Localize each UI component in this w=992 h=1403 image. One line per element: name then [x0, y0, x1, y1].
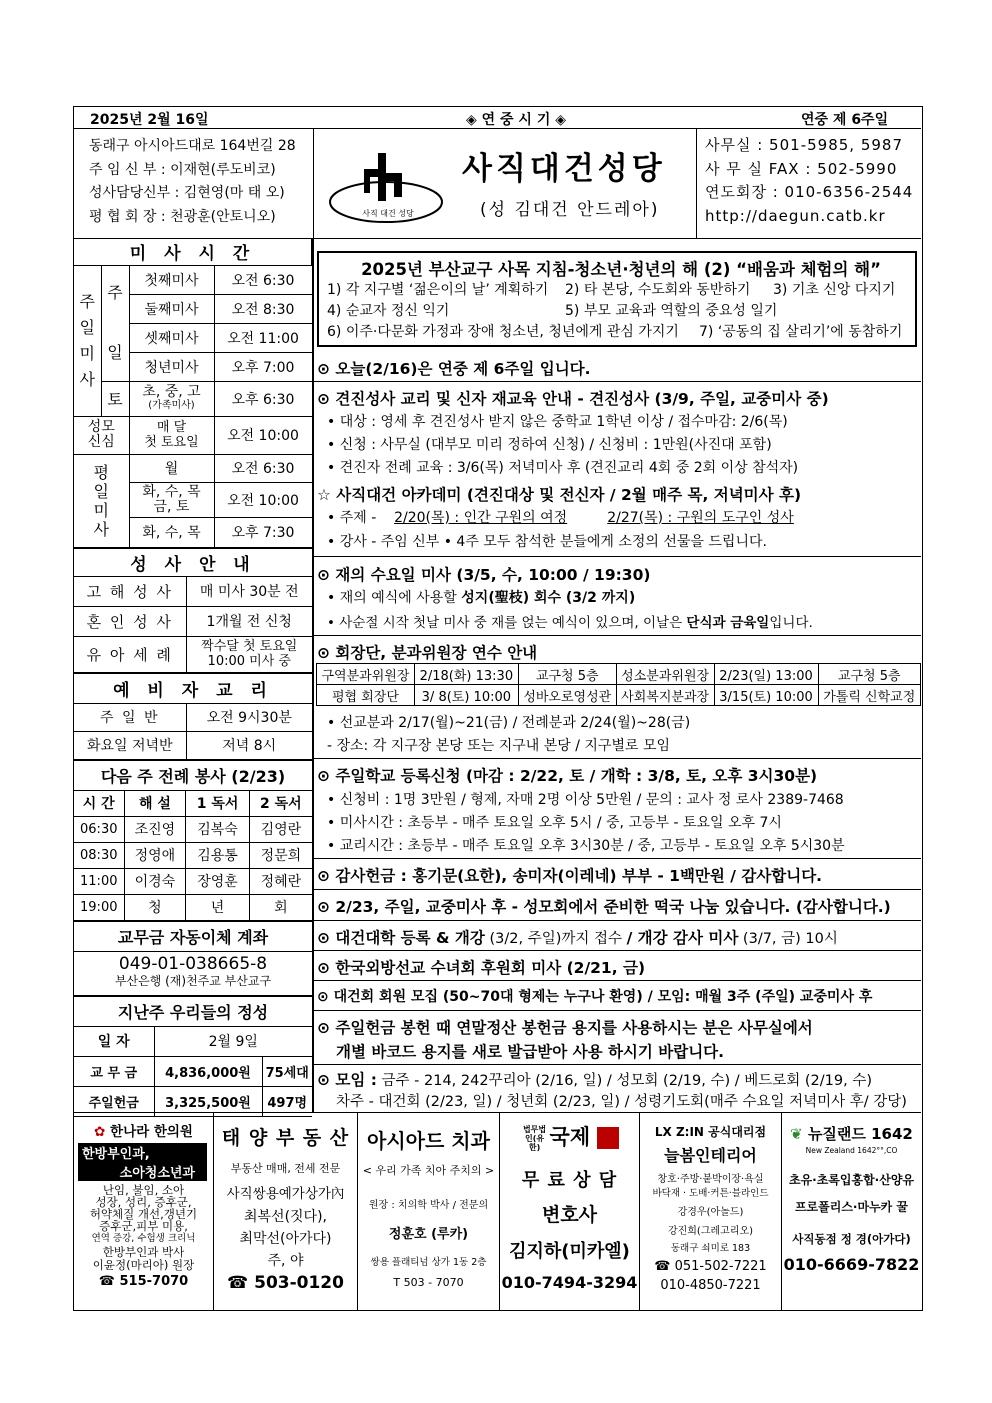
pastoral-guideline-box: [317, 251, 917, 347]
notice-meetings-detail: 금주 - 214, 242꾸리아 (2/16, 일) / 성모회 (2/19, 수) / 베드로회 (2/19, 수): [376, 1073, 872, 1089]
ad-name: 한나라 한의원: [110, 1124, 193, 1140]
ad-phone: ☎ 051-502-7221: [654, 1259, 767, 1274]
sat-mass-name: 초, 중, 고: [142, 383, 201, 400]
mass-name: 셋째미사: [129, 323, 214, 352]
table-cell: 김복숙: [186, 816, 249, 842]
table-cell: 3/ 8(토) 10:00: [414, 685, 518, 706]
ad-asiad-dental: [358, 1113, 500, 1311]
notice-detail: • 대상 : 영세 후 견진성사 받지 않은 중학교 1학년 이상 / 접수마감: 2/6(목): [327, 414, 788, 430]
ad-line: 강경우(아놀드): [677, 1207, 744, 1218]
ad-line: 창호·주방·붙박이장·욕실: [657, 1174, 764, 1185]
table-cell: 성소분과위원장: [616, 664, 714, 685]
mass-time: 오전 8:30: [214, 294, 312, 323]
mass-time: 오전 6:30: [214, 265, 312, 294]
notice-barcode: 개별 바코드 용지를 새로 발급받아 사용 하시기 바랍니다.: [336, 1043, 725, 1061]
header-bar: [74, 107, 921, 129]
office-phone: 사무실 : 501-5985, 5987: [705, 136, 903, 154]
guideline-item: 5) 부모 교육과 역할의 중요성 일기: [565, 303, 778, 319]
notice-sunday-school: ⊙ 주일학교 등록신청 (마감 : 2/22, 토 / 개학 : 3/8, 토, 오후 3시30분): [317, 767, 818, 785]
ad-line: New Zealand 1642°°,CO: [805, 1146, 898, 1155]
academy-topic: 2/27(목) : 구원의 도구인 성사: [607, 510, 794, 526]
guideline-item: 7) ‘공동의 집 살리기’에 동참하기: [699, 324, 903, 340]
class-time: 오전 9시30분: [186, 703, 312, 731]
ad-phone: ☎ 515-7070: [98, 1274, 189, 1289]
masthead: [74, 129, 921, 239]
ad-line: 사직쌍용예가상가內: [226, 1186, 345, 1202]
table-cell: 가톨릭 신학교정: [818, 685, 920, 706]
assistant-priest: 성사담당신부 : 김현영(마 태 오): [89, 185, 285, 201]
notice-confirmation: ⊙ 견진성사 교리 및 신자 재교육 안내 - 견진성사 (3/9, 주일, 교중미사 중): [317, 390, 829, 408]
issue-date: 2025년 2월 16일: [90, 112, 209, 128]
table-cell: 김용통: [186, 842, 249, 868]
address: 동래구 아시아드대로 164번길 28: [89, 138, 296, 154]
class-time: 저녁 8시: [186, 731, 312, 759]
notice-mission-mass: ⊙ 한국외방선교 수녀회 후원회 미사 (2/21, 금): [317, 959, 646, 977]
mass-title: 미 사 시 간: [74, 239, 312, 265]
ad-line: 한방부인과 박사: [102, 1245, 185, 1259]
ad-line: 초유·초록입홍합·산양유: [788, 1173, 915, 1187]
notice-detail: • 선교분과 2/17(월)~21(금) / 전례분과 2/24(월)~28(금): [327, 715, 691, 731]
ad-phone: ☎ 503-0120: [227, 1273, 344, 1293]
sat-mass-time: 오후 6:30: [214, 381, 312, 416]
offering-date: 2월 9일: [154, 1026, 312, 1056]
table-cell: 2/23(일) 13:00: [714, 664, 818, 685]
sungmo-label: 성모 신심: [74, 416, 129, 454]
ad-line: 허약체질 개선,갱년기: [89, 1207, 198, 1221]
mass-schedule-table: [74, 239, 312, 548]
mass-time: 오전 11:00: [214, 323, 312, 352]
academy-topic: 2/20(목) : 인간 구원의 여정: [394, 510, 568, 526]
notice-rice-cake: ⊙ 2/23, 주일, 교중미사 후 - 성모회에서 준비한 떡국 나눔 있습니다. (감사합니다.): [317, 898, 891, 916]
col-header: 1 독서: [186, 790, 249, 816]
guideline-title: 2025년 부산교구 사목 지침-청소년·청년의 해 (2) “배움과 체험의 해”: [361, 260, 881, 279]
notice-detail: • 신청비 : 1명 3만원 / 형제, 자매 2명 이상 5만원 / 문의 : 교사 정 로사 2389-7468: [327, 792, 844, 808]
ad-line: 한방부인과,: [78, 1143, 207, 1162]
table-cell: 이경숙: [124, 868, 186, 894]
ad-line: 이윤정(마리아) 원장: [92, 1258, 195, 1272]
announcements: [314, 239, 921, 1112]
patron-saint: (성 김대건 안드레아): [480, 200, 660, 220]
mass-name: 첫째미사: [129, 265, 214, 294]
ad-line: 원장 : 치의학 박사 / 전문의: [368, 1200, 489, 1211]
ad-line: 최막선(아가다): [239, 1231, 332, 1247]
notice-college: / 개강 감사 미사: [626, 929, 739, 947]
notice-detail: • 강사 - 주임 신부 • 4주 모두 참석한 분들에게 소정의 선물을 드립니다.: [327, 534, 767, 550]
notice-academy: ☆ 사직대건 아카데미 (견진대상 및 전신자 / 2월 매주 목, 저녁미사 후): [317, 486, 802, 504]
ad-line: LX Z:IN 공식대리점: [654, 1125, 767, 1139]
sacrament-name: 유 아 세 례: [74, 636, 186, 672]
ad-phone: 010-6669-7822: [783, 1255, 920, 1274]
table-cell: 회: [249, 894, 312, 920]
mass-name: 둘째미사: [129, 294, 214, 323]
table-cell: 2/18(화) 13:30: [414, 664, 518, 685]
flower-icon: ✿: [94, 1124, 106, 1140]
ad-line: 강진희(그레고리오): [667, 1226, 754, 1237]
liturgical-season: ◈ 연 중 시 기 ◈: [466, 112, 566, 128]
ad-phone: 010-7494-3294: [501, 1272, 638, 1292]
notice-detail: • 미사시간 : 초등부 - 매주 토요일 오후 5시 / 중, 고등부 - 토요일 오후 7시: [327, 815, 782, 831]
office-fax: 사 무 실 FAX : 502-5990: [705, 159, 898, 178]
col-header: 해 설: [124, 790, 186, 816]
notice-detail: • 교리시간 : 초등부 - 매주 토요일 오후 3시30분 / 중, 고등부 - 토요일 오후 5시30분: [327, 838, 845, 854]
offering-count: 75세대: [262, 1056, 312, 1086]
notice-detail: • 재의 예식에 사용할: [327, 590, 462, 606]
table-cell: 3/15(토) 10:00: [714, 685, 818, 706]
class-name: 주 일 반: [74, 703, 186, 731]
ad-line: 연역 증강, 수험생 크리닉: [91, 1233, 196, 1244]
ad-newzealand-1642: [782, 1113, 921, 1311]
council-president: 평 협 회 장 : 천광훈(안토니오): [89, 208, 276, 225]
table-cell: 장영훈: [186, 868, 249, 894]
ad-taeyang-realty: [214, 1113, 358, 1311]
notice-detail: - 장소: 각 지구장 본당 또는 지구내 본당 / 지구별로 모임: [327, 738, 670, 754]
sungmo-desc: 매 달: [156, 420, 187, 435]
catechumen-table: [74, 673, 312, 760]
table-cell: 11:00: [74, 868, 124, 894]
weekday: 화, 수, 목 금, 토: [129, 482, 214, 517]
guideline-item: 4) 순교자 정신 익기: [327, 303, 450, 319]
ad-line: 정훈호 (루카): [388, 1227, 469, 1242]
sungmo-desc: 첫 토요일: [144, 435, 199, 450]
catechumen-title: 예 비 자 교 리: [74, 673, 312, 703]
ad-line: 프로폴리스·마누카 꿀: [794, 1200, 909, 1214]
church-name: 사직대건성당: [462, 151, 666, 187]
ad-hanara-clinic: [74, 1113, 214, 1311]
youth-contact: 연도회장 : 010-6356-2544: [705, 183, 914, 201]
ad-line: 성장, 성리, 증후군,: [95, 1195, 192, 1209]
class-name: 화요일 저녁반: [74, 731, 186, 759]
service-title: 다음 주 전례 봉사 (2/23): [74, 760, 312, 790]
ad-line: 무 료 상 담: [521, 1169, 618, 1191]
sacrament-desc: 짝수달 첫 토요일 10:00 미사 중: [186, 636, 312, 672]
guideline-item: 1) 각 지구별 ‘젊은이의 날’ 계획하기: [327, 282, 549, 298]
liturgy-service-table: [74, 760, 312, 921]
leaf-icon: ❦: [790, 1125, 803, 1143]
table-cell: 김영란: [249, 816, 312, 842]
notice-detail: 입니다.: [769, 615, 813, 631]
sacrament-table: [74, 548, 312, 673]
academy-label: • 주제 -: [327, 510, 377, 526]
sat-mass-sub: (가족미사): [148, 399, 195, 411]
training-table: [316, 663, 921, 706]
ad-neulbom-interior: [640, 1113, 782, 1311]
weekday: 월: [129, 454, 214, 482]
offering-title: 지난주 우리들의 정성: [74, 996, 312, 1026]
table-cell: 정문희: [249, 842, 312, 868]
offering-count: 497명: [262, 1086, 312, 1116]
ad-line: 난임, 불임, 소아: [102, 1183, 185, 1197]
ad-name: 국제: [549, 1125, 591, 1149]
bank-name: 부산은행 (재)천주교 부산교구: [114, 974, 272, 988]
sacrament-desc: 매 미사 30분 전: [186, 576, 312, 606]
notice-meetings-detail: 차주 - 대건회 (2/23, 일) / 청년회 (2/23, 일) / 성령기도회(매주 수요일 저녁미사 후/ 강당): [336, 1094, 907, 1110]
table-cell: 교구청 5층: [818, 664, 920, 685]
ad-line: 변호사: [541, 1203, 598, 1226]
ad-line: 소아청소년과: [78, 1162, 207, 1181]
sunday-mass-label: 주 일 미 사: [74, 265, 101, 416]
ad-line: 바닥재 · 도배·커튼·블라인드: [652, 1188, 769, 1199]
notice-detail-bold: 성지(聖枝) 회수 (3/2 까지): [461, 590, 636, 606]
pastor: 주 임 신 부 : 이재현(루도비코): [89, 161, 276, 178]
ad-phone: 010-4850-7221: [660, 1278, 761, 1293]
notice-college: ⊙ 대건대학 등록 & 개강: [317, 929, 485, 947]
notice-thanks-offering: ⊙ 감사헌금 : 홍기문(요한), 송미자(이레네) 부부 - 1백만원 / 감사합니다.: [317, 867, 823, 885]
juil-label: 주 일: [101, 265, 129, 381]
ad-phone: T 503 - 7070: [393, 1276, 464, 1289]
account-table: [74, 921, 312, 996]
table-cell: 교구청 5층: [518, 664, 616, 685]
ad-line: 동래구 쇠미로 183: [670, 1243, 751, 1254]
notice-detail-bold: 단식과 금육일: [686, 615, 770, 631]
notice-daegun-club: ⊙ 대건회 회원 모집 (50~70대 형제는 누구나 환영) / 모임: 매월 3주 (주일) 교중미사 후: [317, 989, 873, 1005]
guideline-item: 3) 기초 신앙 다지기: [773, 282, 896, 298]
ad-line: 주, 야: [267, 1253, 304, 1269]
ad-name: 아시아드 치과: [367, 1129, 490, 1153]
mass-name: 청년미사: [129, 352, 214, 381]
sacrament-name: 혼 인 성 사: [74, 606, 186, 636]
notice-detail: • 사순절 시작 첫날 미사 중 재를 얹는 예식이 있으며, 이날은: [327, 615, 687, 631]
ad-line: 증후군,피부 미용,: [99, 1219, 188, 1233]
col-header: 2 독서: [249, 790, 312, 816]
left-column: [74, 239, 312, 1117]
notice-training: ⊙ 회장단, 분과위원장 연수 안내: [317, 644, 538, 662]
weekday-time: 오전 6:30: [214, 454, 312, 482]
weekday-time: 오전 10:00: [214, 482, 312, 517]
table-cell: 년: [186, 894, 249, 920]
table-cell: 정혜란: [249, 868, 312, 894]
ad-line: 최복선(짓다),: [244, 1209, 327, 1225]
ad-name: 뉴질랜드 1642: [807, 1125, 913, 1143]
table-cell: 조진영: [124, 816, 186, 842]
notice-barcode: ⊙ 주일헌금 봉헌 때 연말정산 봉헌금 용지를 사용하시는 분은 사무실에서: [317, 1019, 813, 1037]
weekday-time: 오후 7:30: [214, 517, 312, 547]
ad-line: < 우리 가족 치아 주치의 >: [362, 1164, 495, 1177]
table-cell: 08:30: [74, 842, 124, 868]
logo-text: 사직 대건 성당: [362, 209, 414, 218]
saturday-label: 토: [101, 381, 129, 416]
law-logo-icon: [597, 1127, 619, 1149]
ad-line: 부동산 매매, 전세 전문: [230, 1162, 341, 1175]
offering-label: 주일헌금: [74, 1086, 154, 1116]
table-cell: 정영애: [124, 842, 186, 868]
col-header: 시 간: [74, 790, 124, 816]
guideline-item: 6) 이주·다문화 가정과 장애 청소년, 청년에게 관심 가지기: [327, 324, 679, 340]
ad-line: 김지하(미카엘): [509, 1240, 630, 1262]
ad-name: 늘봄인테리어: [664, 1146, 757, 1165]
table-cell: 평협 회장단: [317, 685, 415, 706]
table-cell: 청: [124, 894, 186, 920]
parish-info: [74, 129, 314, 239]
weekday: 화, 수, 목: [129, 517, 214, 547]
weekday-mass-label: 평 일 미 사: [74, 454, 129, 547]
table-cell: 06:30: [74, 816, 124, 842]
date-label: 일 자: [74, 1026, 154, 1056]
mass-time: 오후 7:00: [214, 352, 312, 381]
contact-info: [697, 129, 921, 239]
ad-line: 사직동점 정 경(아가다): [792, 1232, 911, 1246]
sacrament-desc: 1개월 전 신청: [186, 606, 312, 636]
guideline-item: 2) 타 본당, 수도회와 동반하기: [565, 282, 751, 298]
notice-detail: • 견진자 전례 교육 : 3/6(목) 저녁미사 후 (견진교리 4회 중 2회 이상 참석자): [327, 460, 799, 476]
account-title: 교무금 자동이체 계좌: [74, 921, 312, 951]
bulletin: [73, 106, 923, 1311]
ad-name: 태 양 부 동 산: [221, 1127, 350, 1149]
notice-week: ⊙ 오늘(2/16)은 연중 제 6주일 입니다.: [317, 360, 591, 378]
ad-line: 법무법인(유한): [522, 1124, 547, 1152]
church-title-block: [314, 129, 697, 239]
advertisements: [74, 1112, 921, 1310]
offering-label: 교 무 금: [74, 1056, 154, 1086]
sacrament-title: 성 사 안 내: [74, 548, 312, 576]
notice-meetings: ⊙ 모임 :: [317, 1071, 377, 1089]
notice-college-detail: (3/7, 금) 10시: [738, 931, 838, 947]
sungmo-time: 오전 10:00: [214, 416, 312, 454]
table-cell: 성바오로영성관: [518, 685, 616, 706]
website-link[interactable]: http://daegun.catb.kr: [705, 206, 886, 225]
offering-amount: 4,836,000원: [154, 1056, 262, 1086]
sacrament-name: 고 해 성 사: [74, 576, 186, 606]
table-cell: 19:00: [74, 894, 124, 920]
table-cell: 구역분과위원장: [317, 664, 415, 685]
liturgical-week: 연중 제 6주일: [801, 112, 889, 128]
ad-kukje-law: [500, 1113, 640, 1311]
offering-amount: 3,325,500원: [154, 1086, 262, 1116]
offering-table: [74, 996, 312, 1117]
notice-ash-wednesday: ⊙ 재의 수요일 미사 (3/5, 수, 10:00 / 19:30): [317, 566, 651, 584]
notice-detail: • 신청 : 사무실 (대부모 미리 정하여 신청) / 신청비 : 1만원(사진대 포함): [327, 437, 772, 453]
ad-line: 쌍용 플래티넘 상가 1동 2층: [370, 1257, 487, 1268]
notice-college-detail: (3/2, 주일)까지 접수: [484, 931, 627, 947]
table-cell: 사회복지분과장: [616, 685, 714, 706]
account-number: 049-01-038665-8: [118, 954, 268, 974]
